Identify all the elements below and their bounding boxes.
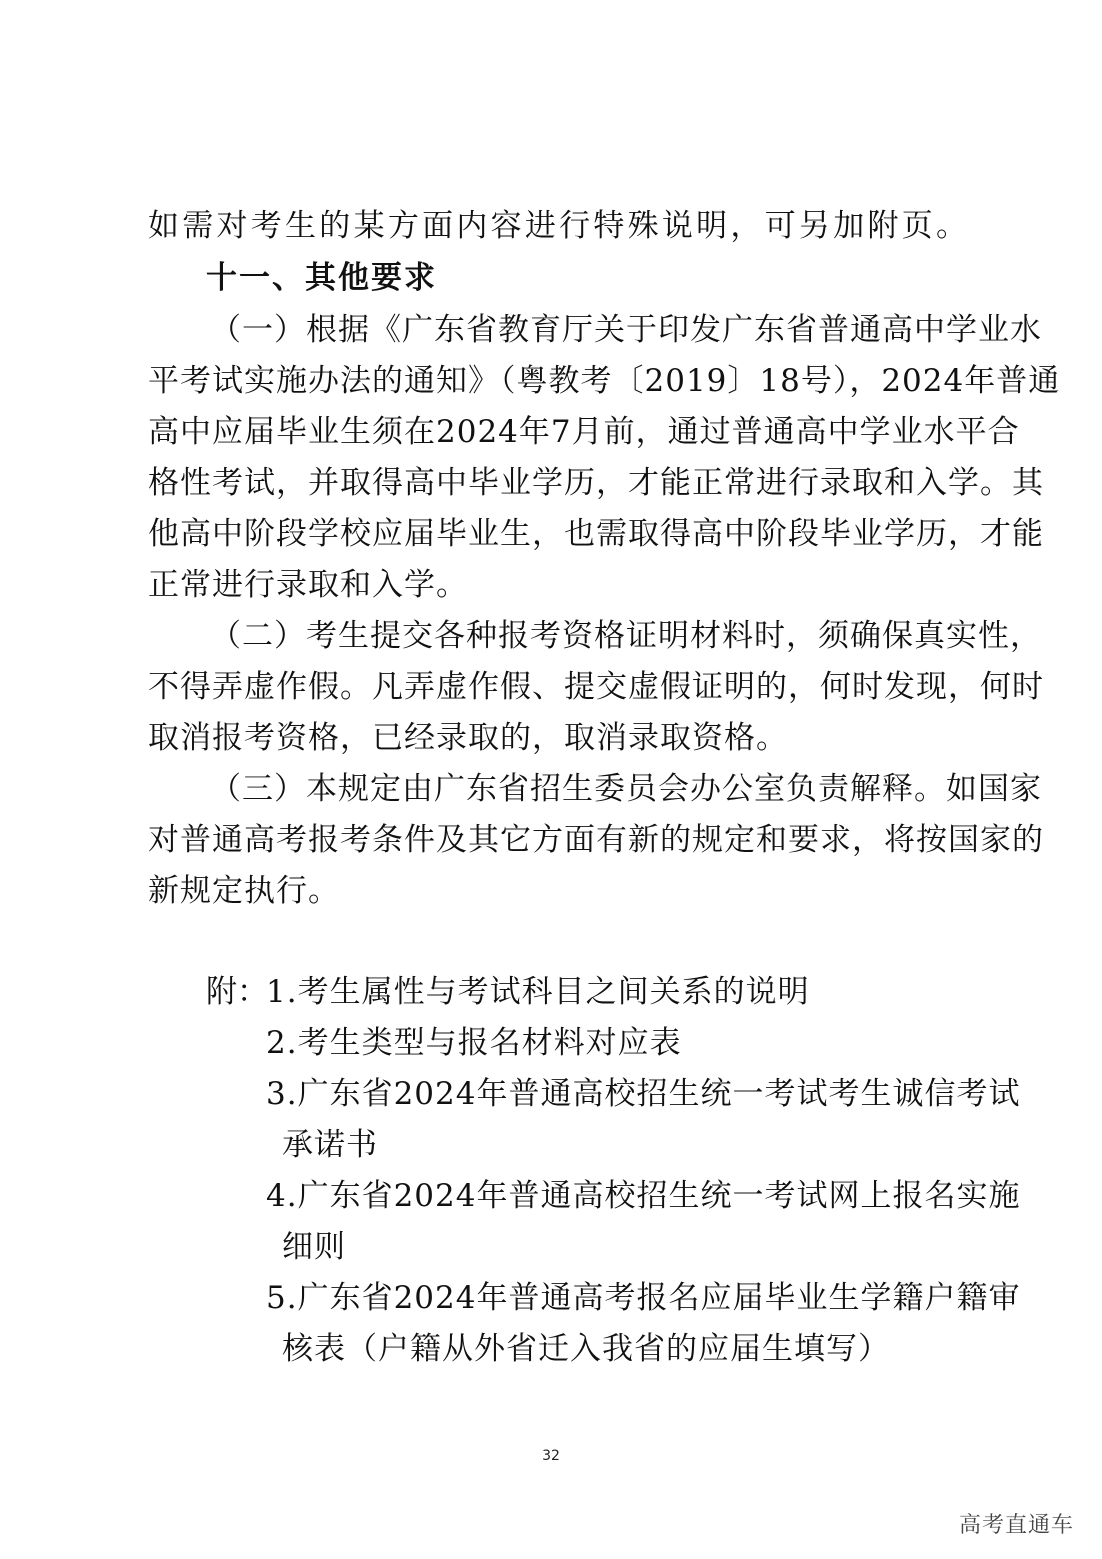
para3-line-3: 新规定执行。: [148, 873, 340, 909]
para1-line-4: 格性考试，并取得高中毕业学历，才能正常进行录取和入学。其: [148, 465, 1044, 501]
para3-line-2: 对普通高考报考条件及其它方面有新的规定和要求，将按国家的: [148, 822, 1044, 858]
para3-line-1: （三）本规定由广东省招生委员会办公室负责解释。如国家: [210, 771, 1042, 807]
attachment-item-4-cont: 细则: [282, 1229, 346, 1265]
intro-line: 如需对考生的某方面内容进行特殊说明，可另加附页。: [148, 208, 968, 244]
attachment-item-4: 4.广东省2024年普通高校招生统一考试网上报名实施: [266, 1178, 1021, 1214]
attachment-item-2: 2.考生类型与报名材料对应表: [266, 1025, 682, 1061]
attachment-item-1: 1.考生属性与考试科目之间关系的说明: [266, 974, 810, 1010]
attachment-item-3: 3.广东省2024年普通高校招生统一考试考生诚信考试: [266, 1076, 1021, 1112]
page-number: 32: [542, 1448, 560, 1464]
attachment-item-5-cont: 核表（户籍从外省迁入我省的应届生填写）: [282, 1331, 890, 1367]
para2-line-2: 不得弄虚作假。凡弄虚作假、提交虚假证明的，何时发现，何时: [148, 669, 1044, 705]
para2-line-3: 取消报考资格，已经录取的，取消录取资格。: [148, 720, 788, 756]
watermark: 高考直通车: [958, 1513, 1074, 1538]
para1-line-5: 他高中阶段学校应届毕业生，也需取得高中阶段毕业学历，才能: [148, 516, 1044, 552]
attachment-prefix: 附：: [206, 974, 268, 1010]
para1-line-6: 正常进行录取和入学。: [148, 567, 468, 603]
para1-line-2: 平考试实施办法的通知》（粤教考〔2019〕18号），2024年普通: [148, 363, 1061, 399]
para1-line-1: （一）根据《广东省教育厅关于印发广东省普通高中学业水: [210, 312, 1042, 348]
section-heading: 十一、其他要求: [206, 260, 437, 296]
para1-line-3: 高中应届毕业生须在2024年7月前，通过普通高中学业水平合: [148, 414, 1020, 450]
attachment-item-5: 5.广东省2024年普通高考报名应届毕业生学籍户籍审: [266, 1280, 1021, 1316]
para2-line-1: （二）考生提交各种报考资格证明材料时，须确保真实性，: [210, 618, 1042, 654]
attachment-item-3-cont: 承诺书: [282, 1127, 378, 1163]
